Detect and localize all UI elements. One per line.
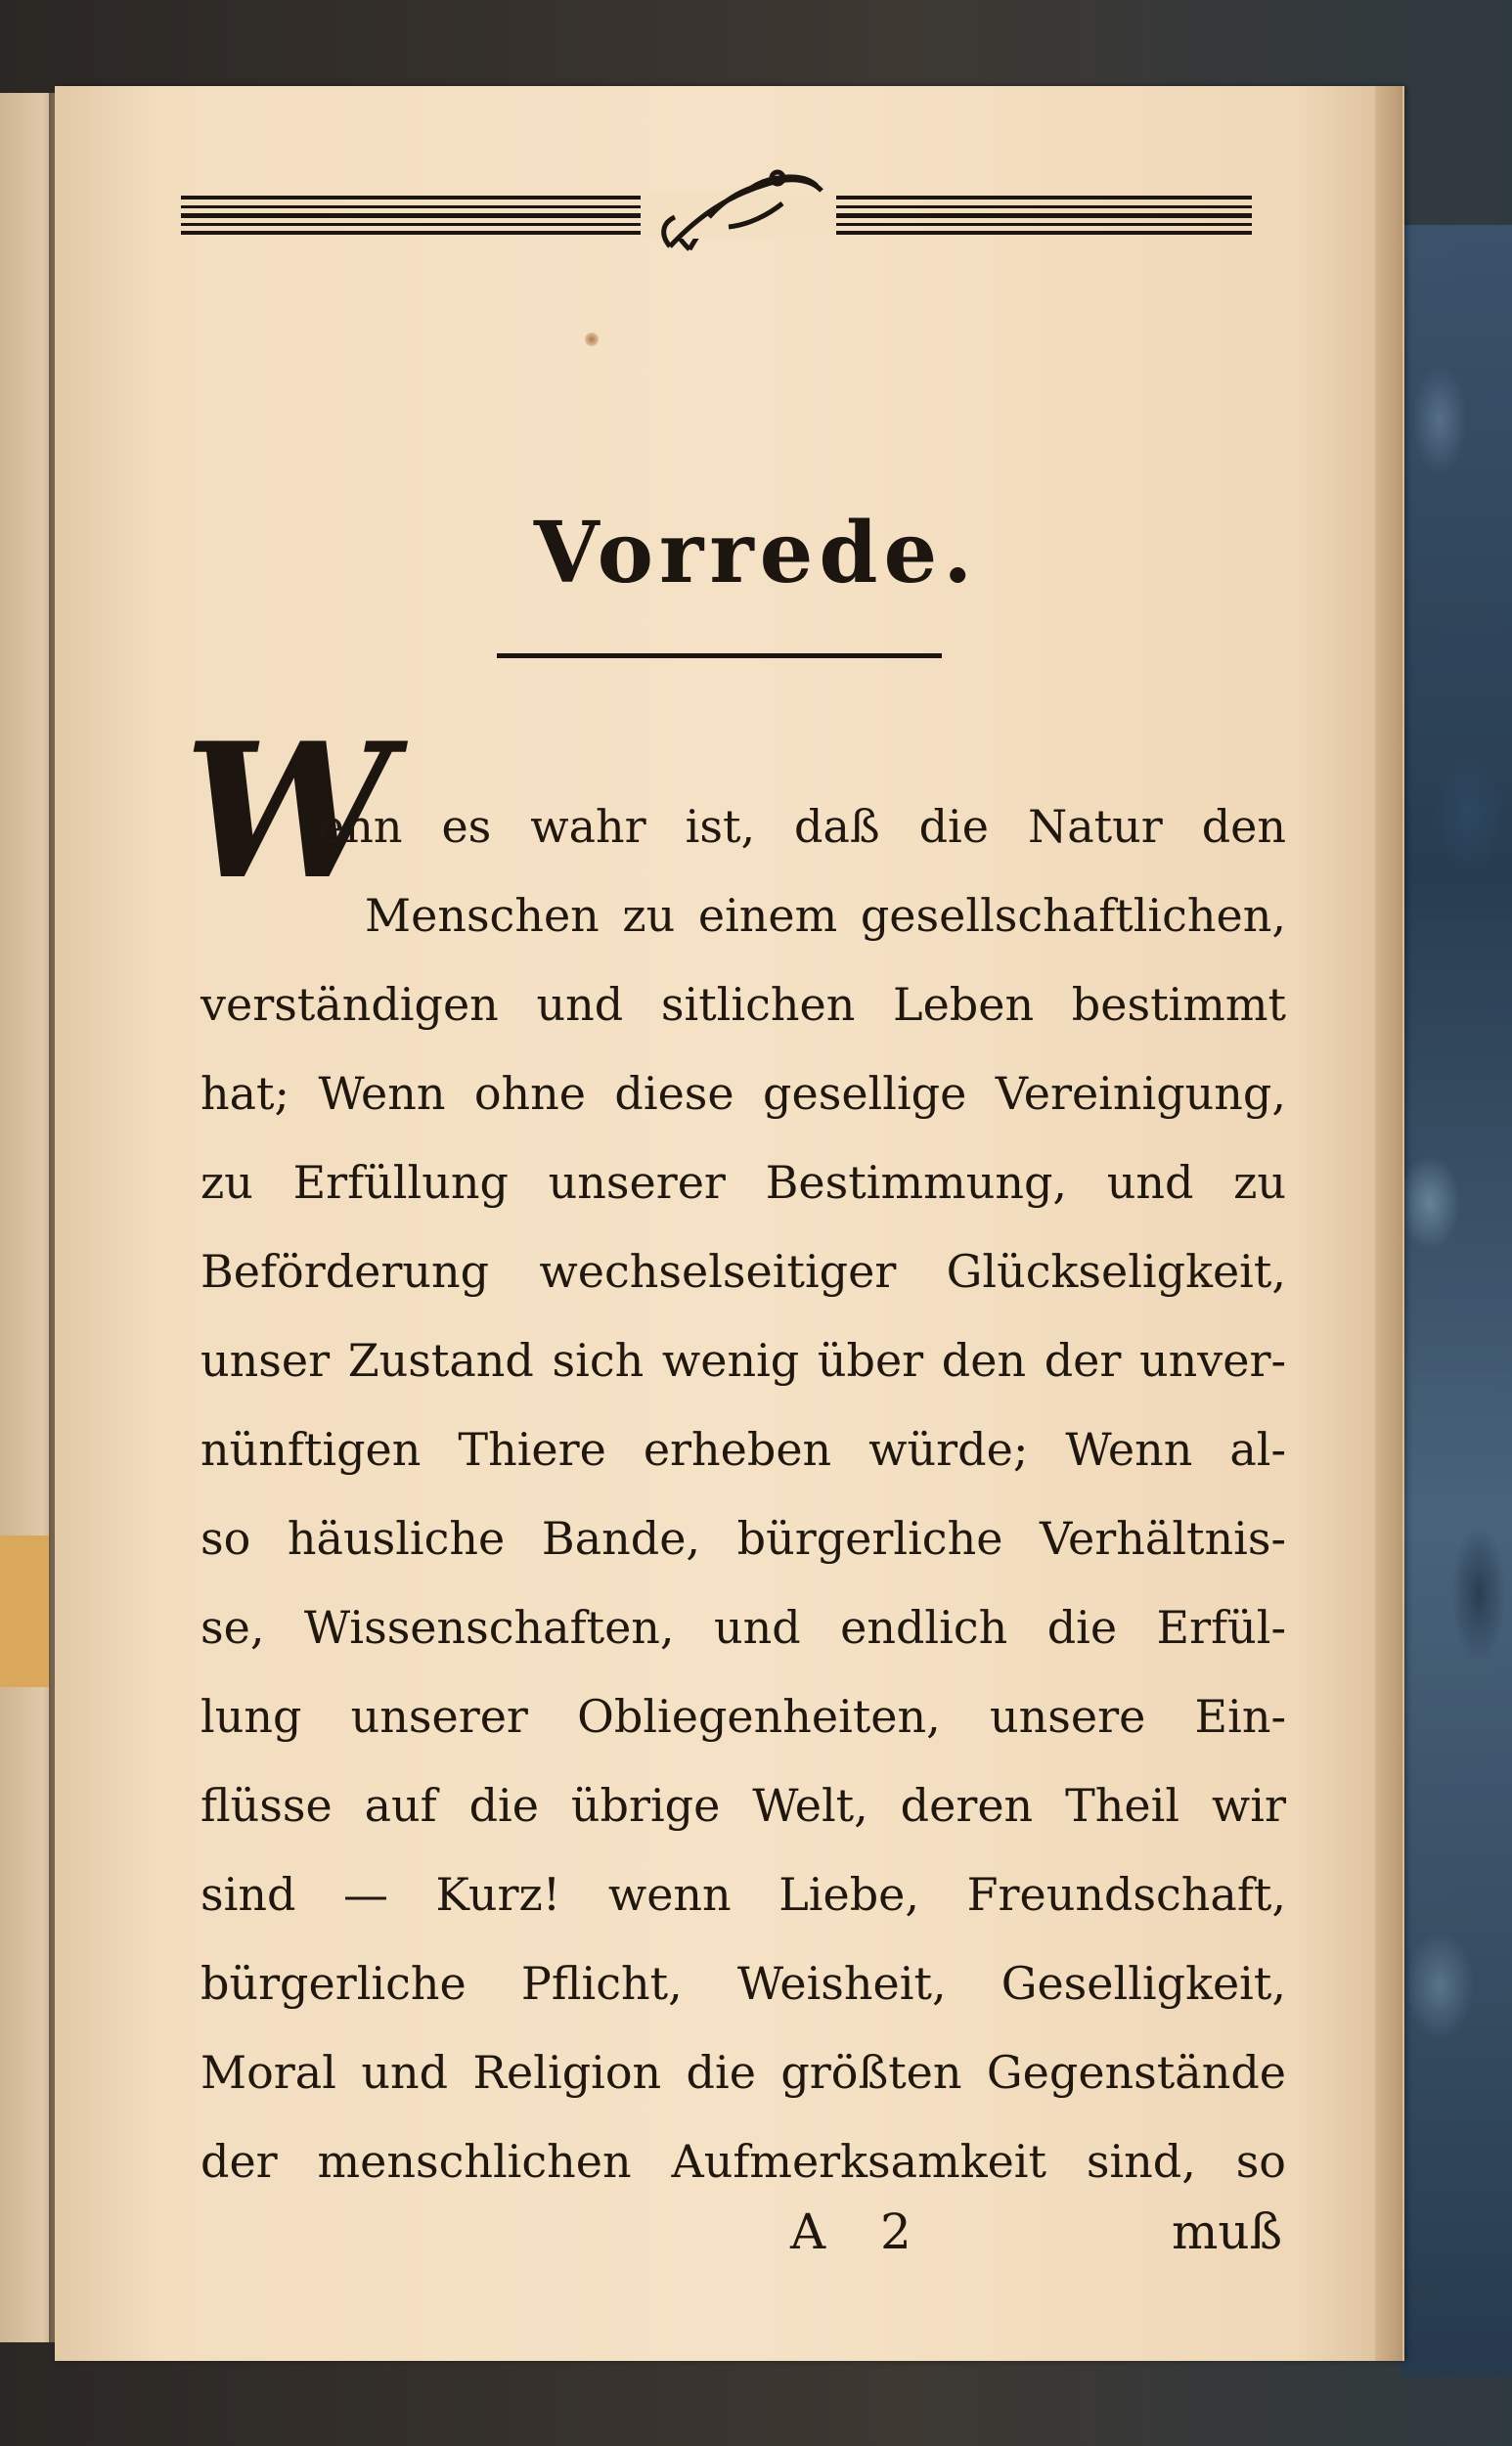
text-line: verständigen und sitlichen Leben bestimmt <box>200 978 1286 1031</box>
text-line: nünftigen Thiere erheben würde; Wenn al- <box>200 1423 1286 1476</box>
body-text <box>200 782 1286 2206</box>
text-line: Moral und Religion die größten Gegenstände <box>200 2046 1286 2099</box>
text-line: unser Zustand sich wenig über den der unver- <box>200 1334 1286 1387</box>
text-line: bürgerliche Pflicht, Weisheit, Geselligkeit, <box>200 1957 1286 2010</box>
text-line: flüsse auf die übrige Welt, deren Theil wir <box>200 1779 1286 1832</box>
signature-mark: A 2 <box>790 2203 931 2260</box>
text-line: zu Erfüllung unserer Bestimmung, und zu <box>200 1156 1286 1209</box>
text-line: lung unserer Obliegenheiten, unsere Ein- <box>200 1690 1286 1743</box>
page-title: Vorrede. <box>533 504 979 602</box>
text-line: hat; Wenn ohne diese gesellige Vereinigung, <box>200 1067 1286 1120</box>
page-edge <box>1375 86 1402 2361</box>
text-line: sind — Kurz! wenn Liebe, Freundschaft, <box>200 1868 1286 1921</box>
catchword: muß <box>1172 2203 1283 2260</box>
text-line: enn es wahr ist, daß die Natur den <box>318 800 1286 853</box>
text-line: se, Wissenschaften, und endlich die Erfül- <box>200 1601 1286 1654</box>
text-line: der menschlichen Aufmerksamkeit sind, so <box>200 2135 1286 2188</box>
text-line: so häusliche Bande, bürgerliche Verhältnis- <box>200 1512 1286 1565</box>
text-line: Menschen zu einem gesellschaftlichen, <box>365 889 1286 942</box>
foxing-spot <box>585 333 599 346</box>
title-rule <box>497 653 942 658</box>
ornament-headpiece-icon <box>181 156 1252 264</box>
drop-cap: W <box>184 702 393 920</box>
text-line: Beförderung wechselseitiger Glückseligkeit, <box>200 1245 1286 1298</box>
